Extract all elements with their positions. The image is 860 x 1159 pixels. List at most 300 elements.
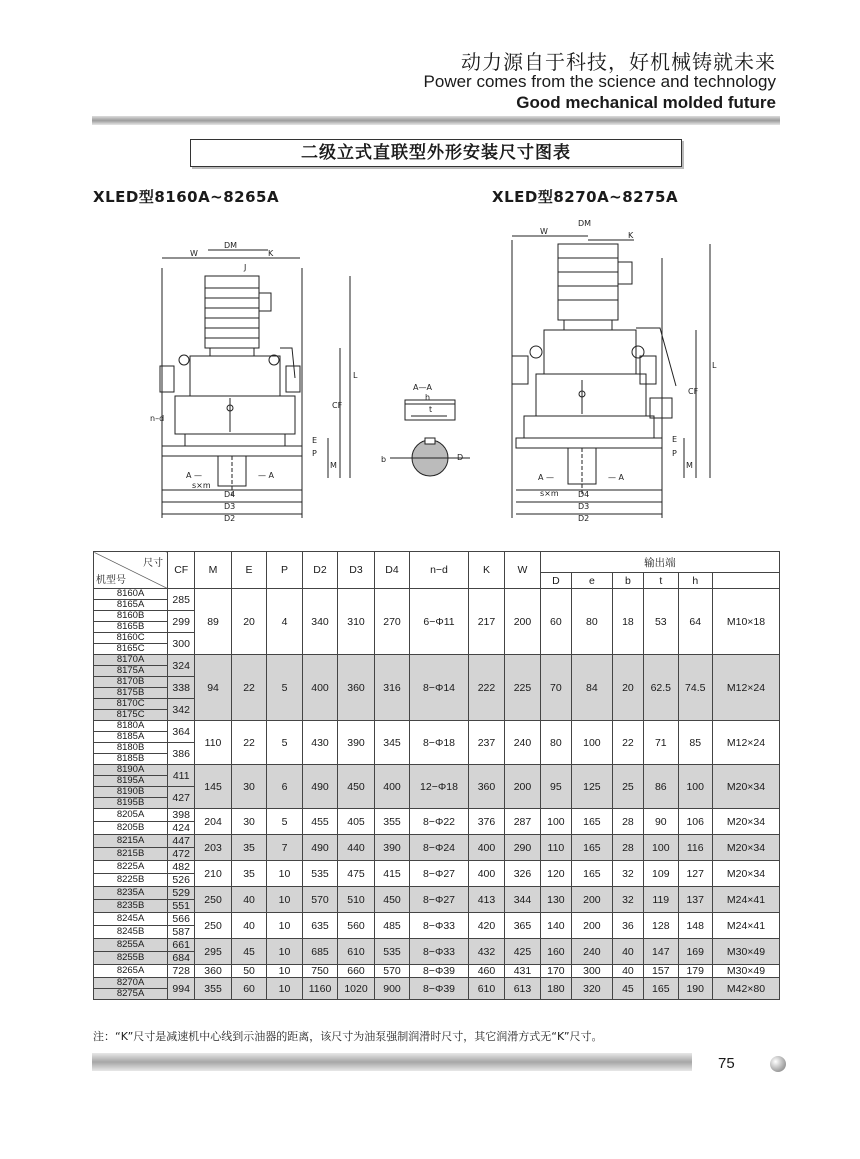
model-cell xyxy=(94,965,168,978)
col-header: D2 xyxy=(302,552,337,589)
value-cell: 290 xyxy=(505,835,540,861)
value-cell: M30×49 xyxy=(712,965,779,978)
col-header: n−d xyxy=(410,552,468,589)
value-cell: 535 xyxy=(302,861,337,887)
value-cell: 20 xyxy=(612,655,643,721)
model-name: 8175A xyxy=(94,665,167,676)
subtitle-right: XLED型8270A~8275A xyxy=(492,188,679,206)
col-header: W xyxy=(505,552,540,589)
value-cell: 8−Φ27 xyxy=(410,861,468,887)
label-dm: DM xyxy=(224,241,238,250)
value-cell: 32 xyxy=(612,887,643,913)
label-p-r: P xyxy=(672,449,677,458)
model-cell xyxy=(94,787,168,809)
value-cell: 295 xyxy=(195,939,232,965)
value-cell: 376 xyxy=(468,809,505,835)
label-cf-r: CF xyxy=(688,387,699,396)
model-name: 8205A xyxy=(116,809,145,820)
value-cell: 8−Φ24 xyxy=(410,835,468,861)
value-cell: 250 xyxy=(195,913,232,939)
value-cell: 110 xyxy=(195,721,232,765)
value-cell: 210 xyxy=(195,861,232,887)
cf-cell: 427 xyxy=(168,787,195,809)
model-name: 8195B xyxy=(94,797,167,808)
value-cell: 203 xyxy=(195,835,232,861)
value-cell: M20×34 xyxy=(712,835,779,861)
value-cell: M24×41 xyxy=(712,913,779,939)
value-cell: 225 xyxy=(505,655,540,721)
model-name: 8245B xyxy=(116,926,145,937)
value-cell: 140 xyxy=(540,913,571,939)
value-cell: 200 xyxy=(505,765,540,809)
dimension-table xyxy=(93,551,780,1000)
label-d4: D4 xyxy=(224,490,236,499)
value-cell: 45 xyxy=(231,939,266,965)
model-name: 8275A xyxy=(94,988,167,999)
output-shaft-right xyxy=(568,448,596,496)
value-cell: 485 xyxy=(374,913,409,939)
model-name: 8270A xyxy=(116,977,145,988)
value-cell: 165 xyxy=(572,861,613,887)
value-cell: 60 xyxy=(540,589,571,655)
value-cell: 8−Φ33 xyxy=(410,939,468,965)
value-cell: 455 xyxy=(302,809,337,835)
label-l: L xyxy=(353,371,358,380)
value-cell: 450 xyxy=(374,887,409,913)
label-d2: D2 xyxy=(224,514,236,523)
model-name: 8245A xyxy=(116,913,145,924)
value-cell: 431 xyxy=(505,965,540,978)
model-name: 8265A xyxy=(116,965,145,976)
value-cell: 10 xyxy=(267,939,302,965)
value-cell: 53 xyxy=(644,589,678,655)
value-cell: 5 xyxy=(267,655,302,721)
model-name: 8180B xyxy=(116,742,145,753)
model-cell xyxy=(94,677,168,699)
value-cell: 170 xyxy=(540,965,571,978)
model-cell xyxy=(94,900,168,913)
table-row xyxy=(94,765,780,787)
label-d3: D3 xyxy=(224,502,236,511)
value-cell: 127 xyxy=(678,861,712,887)
value-cell: 320 xyxy=(572,978,613,1000)
value-cell: 400 xyxy=(374,765,409,809)
cf-cell: 364 xyxy=(168,721,195,743)
value-cell: 900 xyxy=(374,978,409,1000)
label-m-r: M xyxy=(686,461,693,470)
output-header: 输出端 xyxy=(540,552,779,573)
label-cf: CF xyxy=(332,401,343,410)
value-cell: 110 xyxy=(540,835,571,861)
model-name: 8185A xyxy=(94,731,167,742)
value-cell: 100 xyxy=(540,809,571,835)
value-cell: 10 xyxy=(267,887,302,913)
model-cell xyxy=(94,611,168,633)
model-name: 8235B xyxy=(116,900,145,911)
drawing-right xyxy=(500,218,720,530)
value-cell: M20×34 xyxy=(712,765,779,809)
cf-cell: 342 xyxy=(168,699,195,721)
model-name: 8255B xyxy=(116,952,145,963)
value-cell: 450 xyxy=(338,765,375,809)
model-cell xyxy=(94,655,168,677)
value-cell: 6 xyxy=(267,765,302,809)
model-cell xyxy=(94,743,168,765)
table-row xyxy=(94,887,780,900)
model-name: 8165B xyxy=(94,621,167,632)
value-cell: 22 xyxy=(231,655,266,721)
cf-cell: 566 xyxy=(168,913,195,926)
subtitle-left: XLED型8160A~8265A xyxy=(93,188,280,206)
output-col-header-thread xyxy=(712,573,779,589)
value-cell: 560 xyxy=(338,913,375,939)
model-name: 8225A xyxy=(116,861,145,872)
value-cell: M12×24 xyxy=(712,721,779,765)
value-cell: 95 xyxy=(540,765,571,809)
value-cell: 28 xyxy=(612,835,643,861)
value-cell: 316 xyxy=(374,655,409,721)
value-cell: 147 xyxy=(644,939,678,965)
value-cell: 1160 xyxy=(302,978,337,1000)
cf-cell: 728 xyxy=(168,965,195,978)
label-m: M xyxy=(330,461,337,470)
table-row xyxy=(94,913,780,926)
value-cell: 165 xyxy=(572,835,613,861)
cf-cell: 285 xyxy=(168,589,195,611)
value-cell: 5 xyxy=(267,809,302,835)
table-row xyxy=(94,939,780,952)
value-cell: 20 xyxy=(231,589,266,655)
value-cell: 148 xyxy=(678,913,712,939)
value-cell: 8−Φ22 xyxy=(410,809,468,835)
model-cell xyxy=(94,589,168,611)
value-cell: M10×18 xyxy=(712,589,779,655)
value-cell: 425 xyxy=(505,939,540,965)
value-cell: 64 xyxy=(678,589,712,655)
value-cell: M20×34 xyxy=(712,861,779,887)
model-cell xyxy=(94,978,168,1000)
col-header: M xyxy=(195,552,232,589)
value-cell: 300 xyxy=(572,965,613,978)
value-cell: 200 xyxy=(505,589,540,655)
model-name: 8215A xyxy=(116,835,145,846)
label-w: W xyxy=(190,249,198,258)
header-slogan-en-bold: Good mechanical molded future xyxy=(516,93,776,112)
value-cell: 119 xyxy=(644,887,678,913)
value-cell: 432 xyxy=(468,939,505,965)
model-name: 8160B xyxy=(116,610,145,621)
col-header: CF xyxy=(168,552,195,589)
value-cell: 355 xyxy=(374,809,409,835)
value-cell: 32 xyxy=(612,861,643,887)
value-cell: M42×80 xyxy=(712,978,779,1000)
model-cell xyxy=(94,822,168,835)
value-cell: 240 xyxy=(505,721,540,765)
model-cell xyxy=(94,721,168,743)
value-cell: 240 xyxy=(572,939,613,965)
gearbox-body-right xyxy=(512,328,676,448)
model-cell xyxy=(94,809,168,822)
value-cell: 535 xyxy=(374,939,409,965)
value-cell: 204 xyxy=(195,809,232,835)
label-sxm: s×m xyxy=(192,481,211,490)
value-cell: 62.5 xyxy=(644,655,678,721)
col-header: D4 xyxy=(374,552,409,589)
value-cell: 80 xyxy=(540,721,571,765)
value-cell: 250 xyxy=(195,887,232,913)
value-cell: 109 xyxy=(644,861,678,887)
value-cell: 120 xyxy=(540,861,571,887)
value-cell: 157 xyxy=(644,965,678,978)
value-cell: 610 xyxy=(468,978,505,1000)
value-cell: 415 xyxy=(374,861,409,887)
model-name: 8185B xyxy=(94,753,167,764)
label-d2-r: D2 xyxy=(578,514,590,523)
motor-body-left xyxy=(205,276,271,356)
model-name: 8175B xyxy=(94,687,167,698)
value-cell: 326 xyxy=(505,861,540,887)
value-cell: 490 xyxy=(302,765,337,809)
cf-cell: 338 xyxy=(168,677,195,699)
table-row xyxy=(94,965,780,978)
value-cell: M30×49 xyxy=(712,939,779,965)
value-cell: 420 xyxy=(468,913,505,939)
label-a-left-r: A — xyxy=(538,473,555,482)
value-cell: 86 xyxy=(644,765,678,809)
table-body xyxy=(94,589,780,1000)
page-ball-ornament xyxy=(770,1056,786,1072)
value-cell: 130 xyxy=(540,887,571,913)
value-cell: 100 xyxy=(678,765,712,809)
value-cell: 18 xyxy=(612,589,643,655)
value-cell: 685 xyxy=(302,939,337,965)
model-name: 8205B xyxy=(116,822,145,833)
value-cell: 360 xyxy=(338,655,375,721)
value-cell: 345 xyxy=(374,721,409,765)
value-cell: 570 xyxy=(374,965,409,978)
model-cell xyxy=(94,926,168,939)
value-cell: 490 xyxy=(302,835,337,861)
value-cell: 200 xyxy=(572,913,613,939)
label-k-r: K xyxy=(628,231,634,240)
cf-cell: 472 xyxy=(168,848,195,861)
value-cell: 40 xyxy=(612,939,643,965)
model-name: 8235A xyxy=(116,887,145,898)
value-cell: 165 xyxy=(572,809,613,835)
value-cell: 160 xyxy=(540,939,571,965)
value-cell: 10 xyxy=(267,978,302,1000)
cf-cell: 398 xyxy=(168,809,195,822)
table-row xyxy=(94,861,780,874)
value-cell: 355 xyxy=(195,978,232,1000)
label-d3-r: D3 xyxy=(578,502,590,511)
model-name: 8190B xyxy=(116,786,145,797)
value-cell: 80 xyxy=(572,589,613,655)
value-cell: 10 xyxy=(267,913,302,939)
value-cell: 84 xyxy=(572,655,613,721)
value-cell: 145 xyxy=(195,765,232,809)
value-cell: 180 xyxy=(540,978,571,1000)
table-row xyxy=(94,589,780,611)
value-cell: M20×34 xyxy=(712,809,779,835)
model-name: 8180A xyxy=(116,720,145,731)
label-d4-r: D4 xyxy=(578,490,590,499)
value-cell: 430 xyxy=(302,721,337,765)
col-header: D3 xyxy=(338,552,375,589)
value-cell: 89 xyxy=(195,589,232,655)
label-sxm-r: s×m xyxy=(540,489,559,498)
gearbox-body-left xyxy=(160,348,302,456)
value-cell: 4 xyxy=(267,589,302,655)
section-aa-drawing xyxy=(375,380,475,480)
value-cell: 750 xyxy=(302,965,337,978)
drawing-left xyxy=(150,238,370,530)
value-cell: 100 xyxy=(644,835,678,861)
label-aa: A—A xyxy=(413,383,432,392)
value-cell: 344 xyxy=(505,887,540,913)
cf-cell: 300 xyxy=(168,633,195,655)
value-cell: 36 xyxy=(612,913,643,939)
label-a-right-r: — A xyxy=(608,473,625,482)
value-cell: 169 xyxy=(678,939,712,965)
cf-cell: 526 xyxy=(168,874,195,887)
label-dm-r: DM xyxy=(578,219,592,228)
value-cell: 71 xyxy=(644,721,678,765)
cf-cell: 994 xyxy=(168,978,195,1000)
value-cell: 106 xyxy=(678,809,712,835)
value-cell: 635 xyxy=(302,913,337,939)
label-p: P xyxy=(312,449,317,458)
model-name: 8160A xyxy=(116,588,145,599)
output-col-header: t xyxy=(644,573,678,589)
value-cell: 660 xyxy=(338,965,375,978)
cf-cell: 411 xyxy=(168,765,195,787)
corner-cell xyxy=(94,552,168,589)
model-name: 8255A xyxy=(116,939,145,950)
footer-divider-bar xyxy=(92,1053,692,1071)
value-cell: 237 xyxy=(468,721,505,765)
label-a-right: — A xyxy=(258,471,275,480)
header-slogan-cn: 动力源自于科技，好机械铸就未来 xyxy=(461,50,776,74)
value-cell: 400 xyxy=(302,655,337,721)
table-row xyxy=(94,721,780,743)
model-name: 8170C xyxy=(116,698,145,709)
model-cell xyxy=(94,913,168,926)
label-d: D xyxy=(457,453,464,462)
value-cell: 22 xyxy=(231,721,266,765)
value-cell: 440 xyxy=(338,835,375,861)
model-name: 8215B xyxy=(116,848,145,859)
label-h: h xyxy=(425,393,431,402)
value-cell: 405 xyxy=(338,809,375,835)
value-cell: 8−Φ27 xyxy=(410,887,468,913)
value-cell: 222 xyxy=(468,655,505,721)
cf-cell: 482 xyxy=(168,861,195,874)
cf-cell: 587 xyxy=(168,926,195,939)
cf-cell: 551 xyxy=(168,900,195,913)
model-name: 8190A xyxy=(116,764,145,775)
value-cell: 90 xyxy=(644,809,678,835)
value-cell: 8−Φ33 xyxy=(410,913,468,939)
value-cell: 460 xyxy=(468,965,505,978)
value-cell: 35 xyxy=(231,861,266,887)
value-cell: 390 xyxy=(338,721,375,765)
value-cell: 190 xyxy=(678,978,712,1000)
model-name: 8170A xyxy=(116,654,145,665)
model-name: 8175C xyxy=(94,709,167,720)
cf-cell: 386 xyxy=(168,743,195,765)
value-cell: M12×24 xyxy=(712,655,779,721)
label-k: K xyxy=(268,249,274,258)
col-header: P xyxy=(267,552,302,589)
table-row xyxy=(94,835,780,848)
model-cell xyxy=(94,633,168,655)
value-cell: 360 xyxy=(195,965,232,978)
model-name: 8160C xyxy=(116,632,145,643)
label-e-r: E xyxy=(672,435,678,444)
value-cell: 50 xyxy=(231,965,266,978)
table-header xyxy=(94,552,780,589)
value-cell: 137 xyxy=(678,887,712,913)
value-cell: 116 xyxy=(678,835,712,861)
value-cell: 400 xyxy=(468,861,505,887)
label-e: E xyxy=(312,436,318,445)
value-cell: 1020 xyxy=(338,978,375,1000)
value-cell: 360 xyxy=(468,765,505,809)
page-title: 二级立式直联型外形安装尺寸图表 xyxy=(190,139,682,167)
value-cell: 28 xyxy=(612,809,643,835)
value-cell: 413 xyxy=(468,887,505,913)
label-l-r: L xyxy=(712,361,717,370)
output-col-header: h xyxy=(678,573,712,589)
value-cell: 30 xyxy=(231,809,266,835)
label-a-left: A — xyxy=(186,471,203,480)
value-cell: 35 xyxy=(231,835,266,861)
value-cell: 10 xyxy=(267,861,302,887)
cf-cell: 324 xyxy=(168,655,195,677)
value-cell: 7 xyxy=(267,835,302,861)
model-name: 8165A xyxy=(94,599,167,610)
table-row xyxy=(94,655,780,677)
value-cell: 200 xyxy=(572,887,613,913)
value-cell: 6−Φ11 xyxy=(410,589,468,655)
model-cell xyxy=(94,848,168,861)
label-j: J xyxy=(244,263,247,272)
model-cell xyxy=(94,874,168,887)
model-name: 8170B xyxy=(116,676,145,687)
value-cell: 400 xyxy=(468,835,505,861)
model-cell xyxy=(94,939,168,952)
value-cell: 217 xyxy=(468,589,505,655)
motor-body-right xyxy=(558,244,632,330)
value-cell: M24×41 xyxy=(712,887,779,913)
value-cell: 179 xyxy=(678,965,712,978)
header-divider-bar xyxy=(92,116,780,125)
model-cell xyxy=(94,835,168,848)
value-cell: 128 xyxy=(644,913,678,939)
output-col-header: e xyxy=(572,573,613,589)
value-cell: 40 xyxy=(612,965,643,978)
value-cell: 100 xyxy=(572,721,613,765)
header-slogan-en: Power comes from the science and technology xyxy=(423,72,776,91)
value-cell: 610 xyxy=(338,939,375,965)
value-cell: 8−Φ39 xyxy=(410,965,468,978)
model-cell xyxy=(94,952,168,965)
model-name: 8225B xyxy=(116,874,145,885)
value-cell: 390 xyxy=(374,835,409,861)
value-cell: 45 xyxy=(612,978,643,1000)
cf-cell: 684 xyxy=(168,952,195,965)
